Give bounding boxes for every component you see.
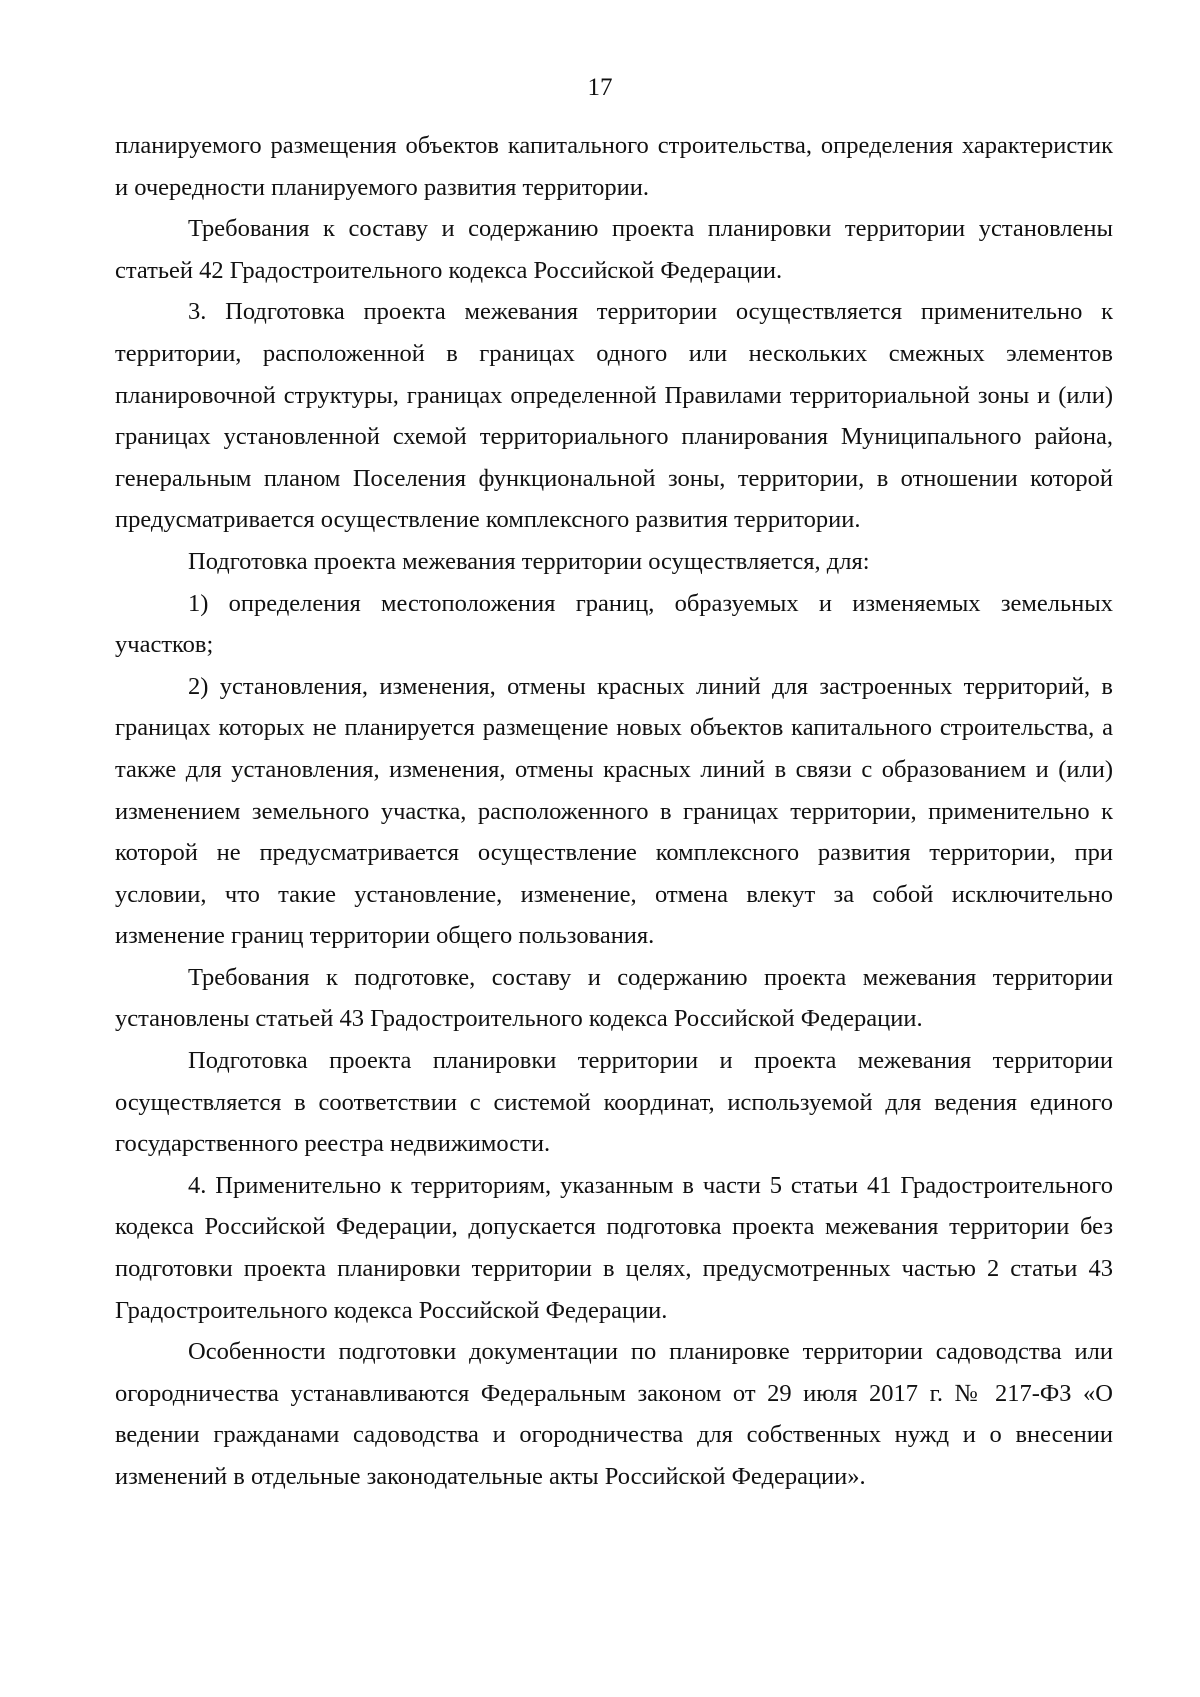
list-item: 1) определения местоположения границ, образуемых и изменяемых земельных участков; xyxy=(115,589,1113,659)
paragraph: Особенности подготовки документации по планировке территории садоводства или огородничества устанавливаются Федеральным законом от 29 июля 2017 г. № 217-ФЗ «О ведении гражданами садоводства и огородничества для собственных нужд и о внесении изменений в отдельные законодательные акты Российской Федерации». xyxy=(115,1338,1113,1490)
paragraph: Требования к подготовке, составу и содержанию проекта межевания территории установлены статьей 43 Градостроительного кодекса Российской Федерации. xyxy=(115,963,1113,1033)
paragraph: Подготовка проекта планировки территории и проекта межевания территории осуществляется в соответствии с системой координат, используемой для ведения единого государственного реестра недвижимости. xyxy=(115,1047,1113,1158)
paragraph: 4. Применительно к территориям, указанным в части 5 статьи 41 Градостроительного кодекса Российской Федерации, допускается подготовка проекта межевания территории без подготовки проекта планировки территории в целях, предусмотренных частью 2 статьи 43 Градостроительного кодекса Российской Федерации. xyxy=(115,1171,1113,1324)
page-number: 17 xyxy=(587,74,613,101)
paragraph: Подготовка проекта межевания территории осуществляется, для: xyxy=(188,547,870,575)
document-body xyxy=(115,125,1113,1498)
paragraph: планируемого размещения объектов капитального строительства, определения характеристик и очередности планируемого развития территории. xyxy=(115,132,1113,201)
paragraph: Требования к составу и содержанию проекта планировки территории установлены статьей 42 Градостроительного кодекса Российской Федерации. xyxy=(115,215,1113,284)
list-item: 2) установления, изменения, отмены красных линий для застроенных территорий, в границах которых не планируется размещение новых объектов капитального строительства, а также для установления, изменения, отмены красных линий в связи с образованием и (или) изменением земельного участка, расположенного в границах территории, применительно к которой не предусматривается осуществление комплексного развития территории, при условии, что такие установление, изменение, отмена влекут за собой исключительно изменение границ территории общего пользования. xyxy=(115,672,1113,950)
paragraph: 3. Подготовка проекта межевания территории осуществляется применительно к территории, расположенной в границах одного или нескольких смежных элементов планировочной структуры, границах определенной Правилами территориальной зоны и (или) границах установленной схемой территориального планирования Муниципального района, генеральным планом Поселения функциональной зоны, территории, в отношении которой предусматривается осуществление комплексного развития территории. xyxy=(115,298,1113,534)
